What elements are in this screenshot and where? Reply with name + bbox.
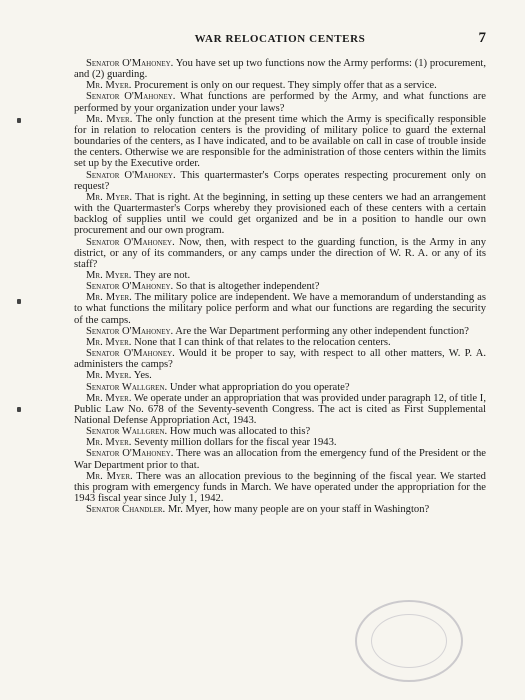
- speaker-name: Senator Wallgren.: [86, 381, 168, 393]
- transcript-paragraph: [74, 270, 486, 281]
- speaker-name: Senator Wallgren.: [86, 426, 168, 438]
- speaker-name: Mr. Myer.: [86, 80, 132, 92]
- transcript-paragraph: [74, 326, 486, 337]
- margin-mark: [17, 299, 21, 304]
- paragraph-text: That is right. At the beginning, in setting up these centers we had an arrangement with the Quartermaster's Corps whereby they provisioned each of these centers with a certain backlog of supplies until we could get organized and be in a position to handle our own procurement and our own program.: [74, 191, 486, 237]
- paragraph-text: Would it be proper to say, with respect to all other matters, W. P. A. administers the camps?: [74, 348, 486, 371]
- speaker-name: Senator O'Mahoney.: [86, 448, 174, 460]
- paragraph-text: This quartermaster's Corps operates respecting procurement only on request?: [74, 169, 486, 192]
- speaker-name: Senator O'Mahoney.: [86, 236, 175, 248]
- speaker-name: Mr. Myer.: [86, 113, 133, 125]
- paragraph-text: You have set up two functions now the Army performs: (1) procurement, and (2) guarding.: [74, 58, 487, 81]
- speaker-name: Senator Chandler.: [86, 504, 166, 516]
- page-number: 7: [478, 30, 486, 46]
- paragraph-text: There was an allocation from the emergency fund of the President or the War Department prior to that.: [74, 448, 486, 471]
- speaker-name: Senator O'Mahoney.: [86, 58, 174, 69]
- speaker-name: Mr. Myer.: [86, 370, 132, 382]
- transcript-paragraph: [74, 348, 486, 370]
- speaker-name: Senator O'Mahoney.: [86, 281, 174, 293]
- speaker-name: Mr. Myer.: [86, 292, 132, 304]
- page-header: [74, 30, 486, 49]
- transcript-paragraph: [74, 237, 486, 270]
- speaker-name: Mr. Myer.: [86, 392, 132, 404]
- paragraph-text: Are the War Department performing any other independent function?: [175, 325, 469, 337]
- speaker-name: Mr. Myer.: [86, 470, 133, 482]
- paragraph-text: Under what appropriation do you operate?: [169, 381, 350, 393]
- paragraph-text: How much was allocated to this?: [169, 426, 311, 438]
- transcript-paragraph: [74, 170, 486, 192]
- transcript-paragraph: [74, 281, 486, 292]
- speaker-name: Senator O'Mahoney.: [86, 348, 175, 360]
- transcript-paragraph: [74, 80, 486, 91]
- speaker-name: Senator O'Mahoney.: [86, 169, 176, 181]
- speaker-name: Mr. Myer.: [86, 336, 132, 348]
- transcript-paragraph: [74, 370, 486, 381]
- paragraph-text: So that is altogether independent?: [175, 281, 320, 293]
- transcript-paragraph: [74, 437, 486, 448]
- paragraph-text: What functions are performed by the Army, and what functions are performed by your organization under your laws?: [74, 91, 486, 114]
- transcript-paragraph: [74, 504, 486, 515]
- transcript-paragraph: [74, 393, 486, 426]
- margin-mark: [17, 118, 21, 123]
- transcript-paragraph: [74, 91, 486, 113]
- speaker-name: Mr. Myer.: [86, 437, 132, 449]
- transcript-paragraph: [74, 471, 486, 504]
- margin-mark: [17, 407, 21, 412]
- paragraph-text: There was an allocation previous to the beginning of the fiscal year. We started this program with emergency funds in March. We have operated under the appropriation for the 1943 fiscal year since July 1, 1942.: [74, 470, 486, 505]
- paragraph-text: None that I can think of that relates to the relocation centers.: [134, 336, 391, 348]
- transcript-paragraph: [74, 292, 486, 325]
- paragraph-text: The only function at the present time which the Army is specifically responsible for in relation to relocation centers is the providing of military police to guard the external boundaries of the centers, as I have indicated, and to be available on call in case of trouble inside the centers. Otherwise we are responsible for the administration of those centers within the limits set up by the Executive order.: [74, 113, 486, 170]
- transcript-paragraph: [74, 58, 486, 80]
- transcript-paragraph: [74, 337, 486, 348]
- speaker-name: Senator O'Mahoney.: [86, 325, 174, 337]
- paragraph-text: The military police are independent. We have a memorandum of understanding as to what functions the military police perform and what our functions are regarding the security of the camps.: [74, 292, 486, 326]
- paragraph-text: Procurement is only on our request. They simply offer that as a service.: [134, 80, 437, 92]
- library-stamp: [355, 600, 463, 682]
- transcript-paragraph: [74, 192, 486, 237]
- paragraph-text: Now, then, with respect to the guarding function, is the Army in any district, or any of its commanders, or any camps under the direction of W. R. A. or any of its staff?: [74, 236, 486, 270]
- paragraph-text: They are not.: [133, 269, 191, 281]
- transcript-paragraph: [74, 382, 486, 393]
- transcript-paragraph: [74, 448, 486, 470]
- paragraph-text: Seventy million dollars for the fiscal year 1943.: [134, 437, 337, 449]
- transcript-body: [74, 58, 486, 515]
- transcript-paragraph: [74, 114, 486, 170]
- running-head: WAR RELOCATION CENTERS: [194, 33, 366, 45]
- speaker-name: Mr. Myer.: [86, 191, 132, 203]
- speaker-name: Senator O'Mahoney.: [86, 91, 176, 103]
- paragraph-text: We operate under an appropriation that was provided under paragraph 12, of title I, Public Law No. 678 of the Seventy-seventh Congress. The act is cited as First Supplemental National Defense Appropriation Act, 1943.: [74, 392, 486, 426]
- paragraph-text: Yes.: [133, 370, 152, 382]
- paragraph-text: Mr. Myer, how many people are on your staff in Washington?: [167, 504, 430, 516]
- speaker-name: Mr. Myer.: [86, 269, 132, 281]
- transcript-paragraph: [74, 426, 486, 437]
